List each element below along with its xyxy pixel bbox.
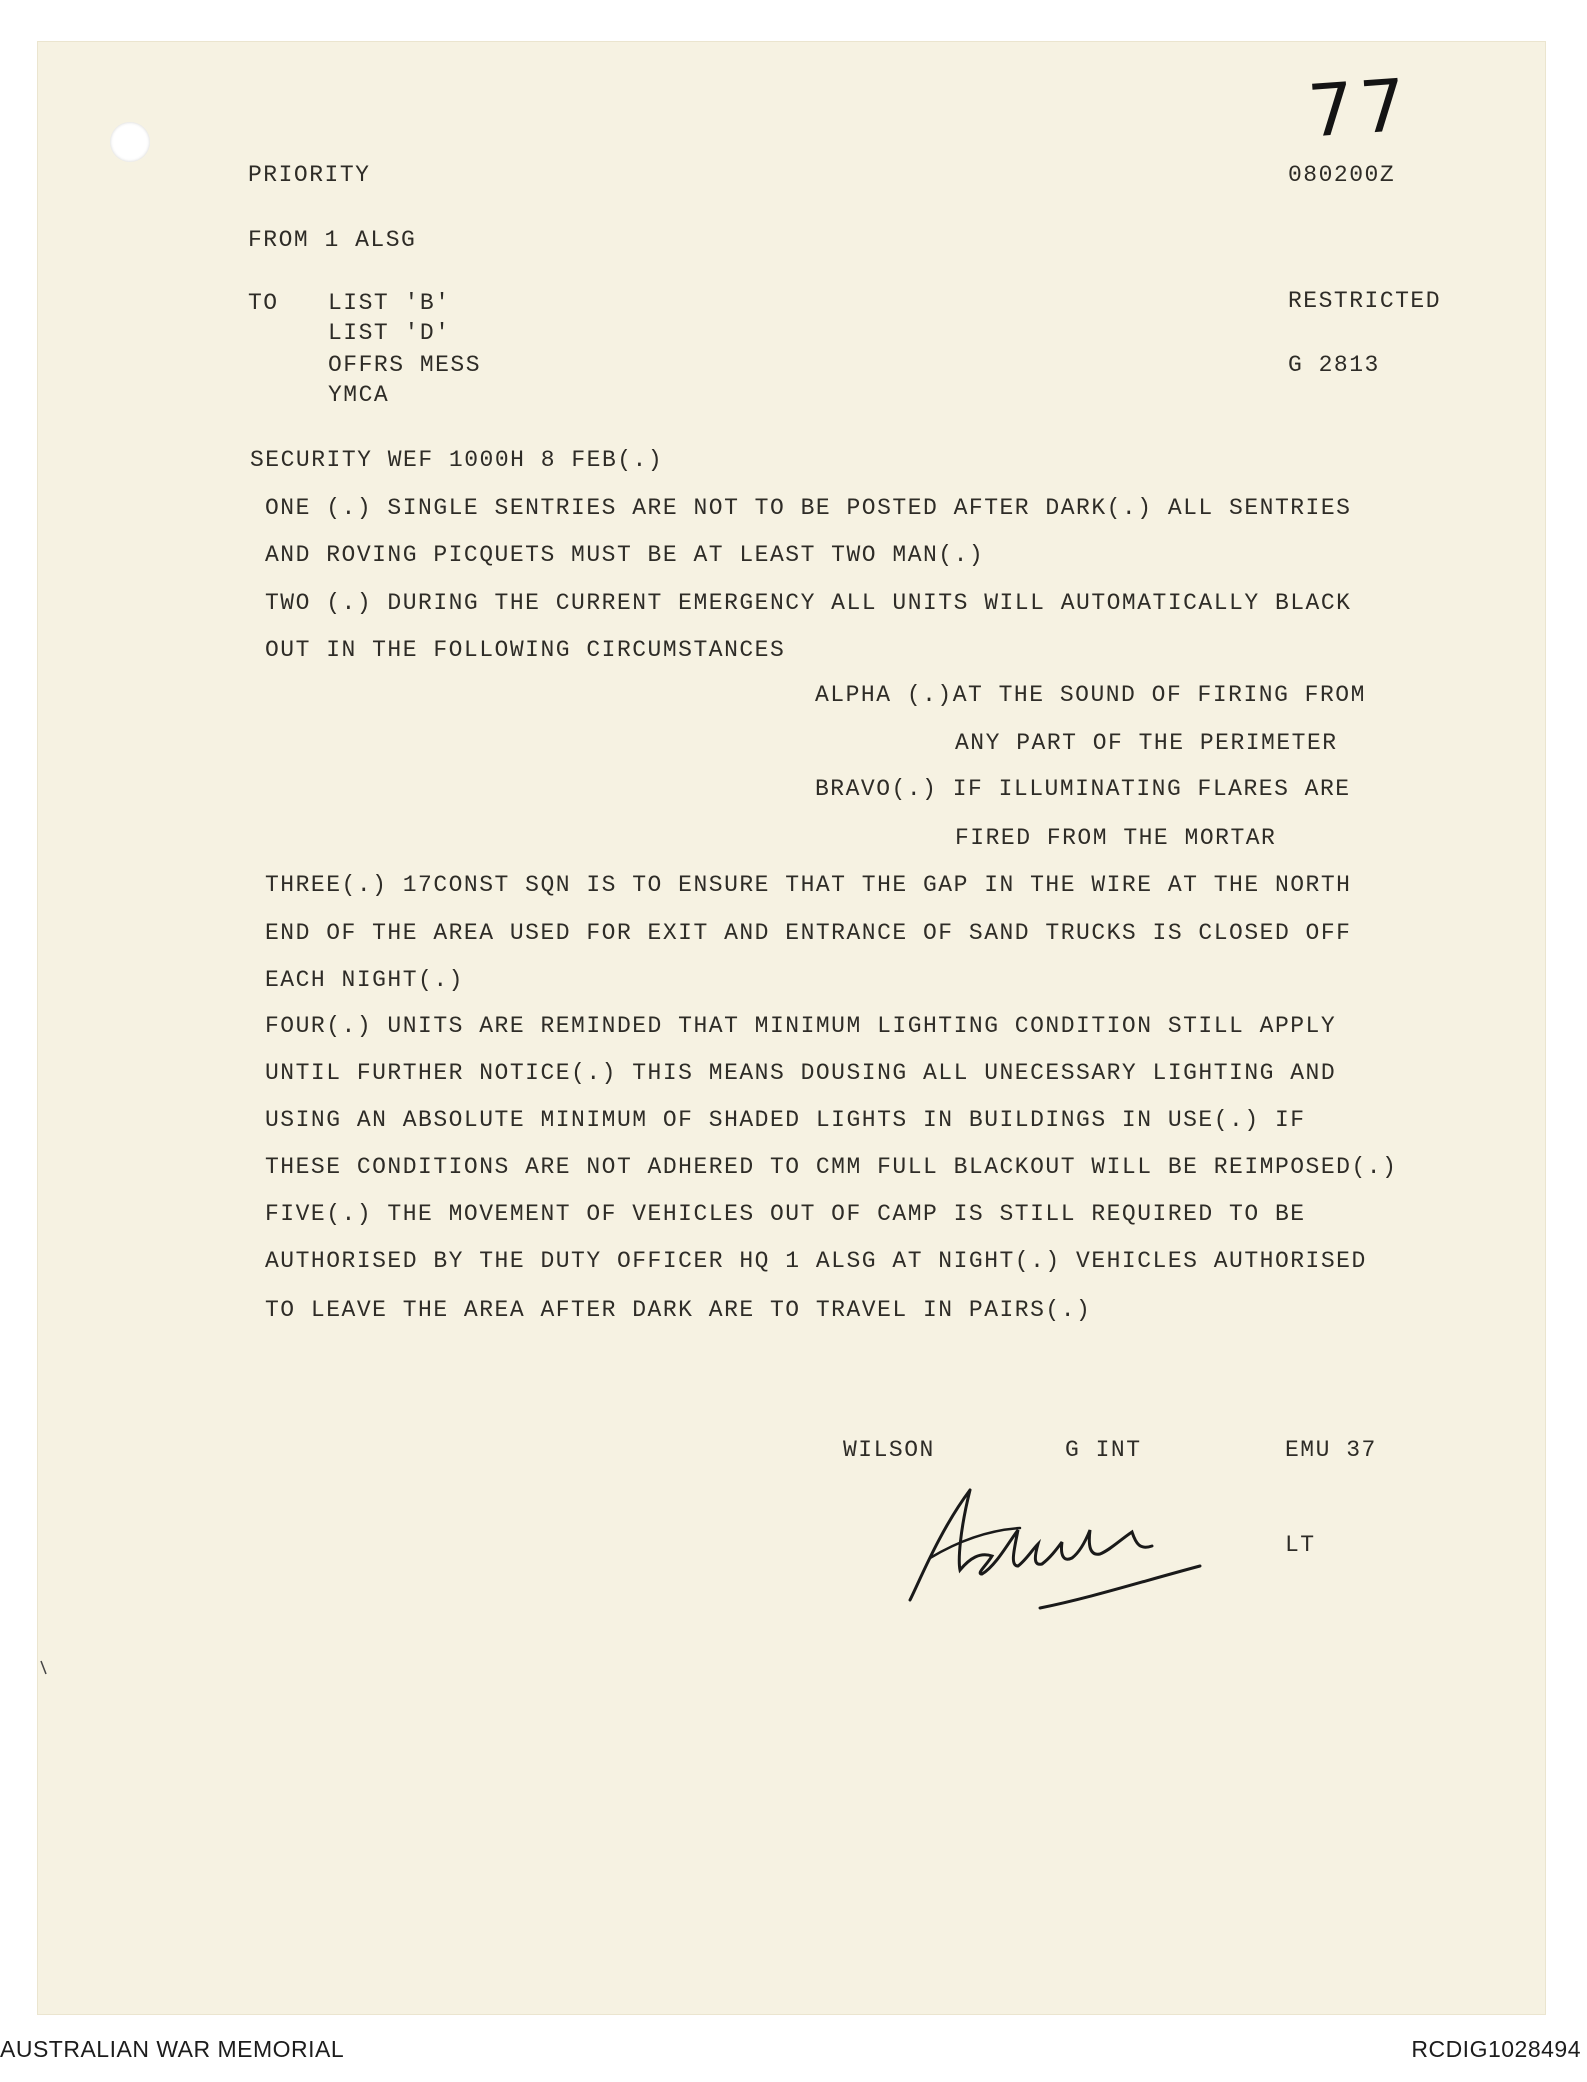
handwritten-page-number: 77 — [1305, 62, 1415, 154]
body-line: AND ROVING PICQUETS MUST BE AT LEAST TWO MAN(.) — [265, 542, 985, 568]
body-line: THREE(.) 17CONST SQN IS TO ENSURE THAT THE GAP IN THE WIRE AT THE NORTH — [265, 872, 1352, 898]
recipient: LIST 'D' — [328, 320, 451, 346]
body-line: ONE (.) SINGLE SENTRIES ARE NOT TO BE POSTED AFTER DARK(.) ALL SENTRIES — [265, 495, 1352, 521]
recipient: OFFRS MESS — [328, 352, 482, 378]
body-line: FIRED FROM THE MORTAR — [955, 825, 1277, 851]
body-line: TWO (.) DURING THE CURRENT EMERGENCY ALL UNITS WILL AUTOMATICALLY BLACK — [265, 590, 1352, 616]
rank: LT — [1285, 1532, 1316, 1558]
to-label: TO — [248, 290, 279, 316]
recipient: LIST 'B' — [328, 290, 451, 316]
body-line: END OF THE AREA USED FOR EXIT AND ENTRANCE OF SAND TRUCKS IS CLOSED OFF — [265, 920, 1352, 946]
body-line: UNTIL FURTHER NOTICE(.) THIS MEANS DOUSING ALL UNECESSARY LIGHTING AND — [265, 1060, 1337, 1086]
signature — [900, 1470, 1280, 1630]
reference-number: G 2813 — [1288, 352, 1380, 378]
body-line: TO LEAVE THE AREA AFTER DARK ARE TO TRAVEL IN PAIRS(.) — [265, 1297, 1092, 1323]
classification: RESTRICTED — [1288, 288, 1442, 314]
body-line: ALPHA (.)AT THE SOUND OF FIRING FROM — [815, 682, 1366, 708]
body-line: EACH NIGHT(.) — [265, 967, 464, 993]
body-line: FOUR(.) UNITS ARE REMINDED THAT MINIMUM LIGHTING CONDITION STILL APPLY — [265, 1013, 1337, 1039]
date-time-group: 080200Z — [1288, 162, 1396, 188]
body-line: BRAVO(.) IF ILLUMINATING FLARES ARE — [815, 776, 1351, 802]
extension: EMU 37 — [1285, 1437, 1377, 1463]
body-line: AUTHORISED BY THE DUTY OFFICER HQ 1 ALSG AT NIGHT(.) VEHICLES AUTHORISED — [265, 1248, 1367, 1274]
recipient: YMCA — [328, 382, 390, 408]
originator-name: WILSON — [843, 1437, 935, 1463]
body-line: USING AN ABSOLUTE MINIMUM OF SHADED LIGHTS IN BUILDINGS IN USE(.) IF — [265, 1107, 1306, 1133]
subject-line: SECURITY WEF 1000H 8 FEB(.) — [250, 447, 664, 473]
priority-label: PRIORITY — [248, 162, 371, 188]
body-line: ANY PART OF THE PERIMETER — [955, 730, 1338, 756]
body-line: THESE CONDITIONS ARE NOT ADHERED TO CMM FULL BLACKOUT WILL BE REIMPOSED(.) — [265, 1154, 1398, 1180]
footer-archive-name: AUSTRALIAN WAR MEMORIAL — [0, 2036, 345, 2062]
body-line: OUT IN THE FOLLOWING CIRCUMSTANCES — [265, 637, 786, 663]
footer-record-id: RCDIG1028494 — [1411, 2036, 1581, 2062]
punch-hole — [110, 122, 150, 162]
branch: G INT — [1065, 1437, 1142, 1463]
from-line: FROM 1 ALSG — [248, 227, 417, 253]
body-line: FIVE(.) THE MOVEMENT OF VEHICLES OUT OF CAMP IS STILL REQUIRED TO BE — [265, 1201, 1306, 1227]
margin-mark — [40, 1660, 48, 1676]
